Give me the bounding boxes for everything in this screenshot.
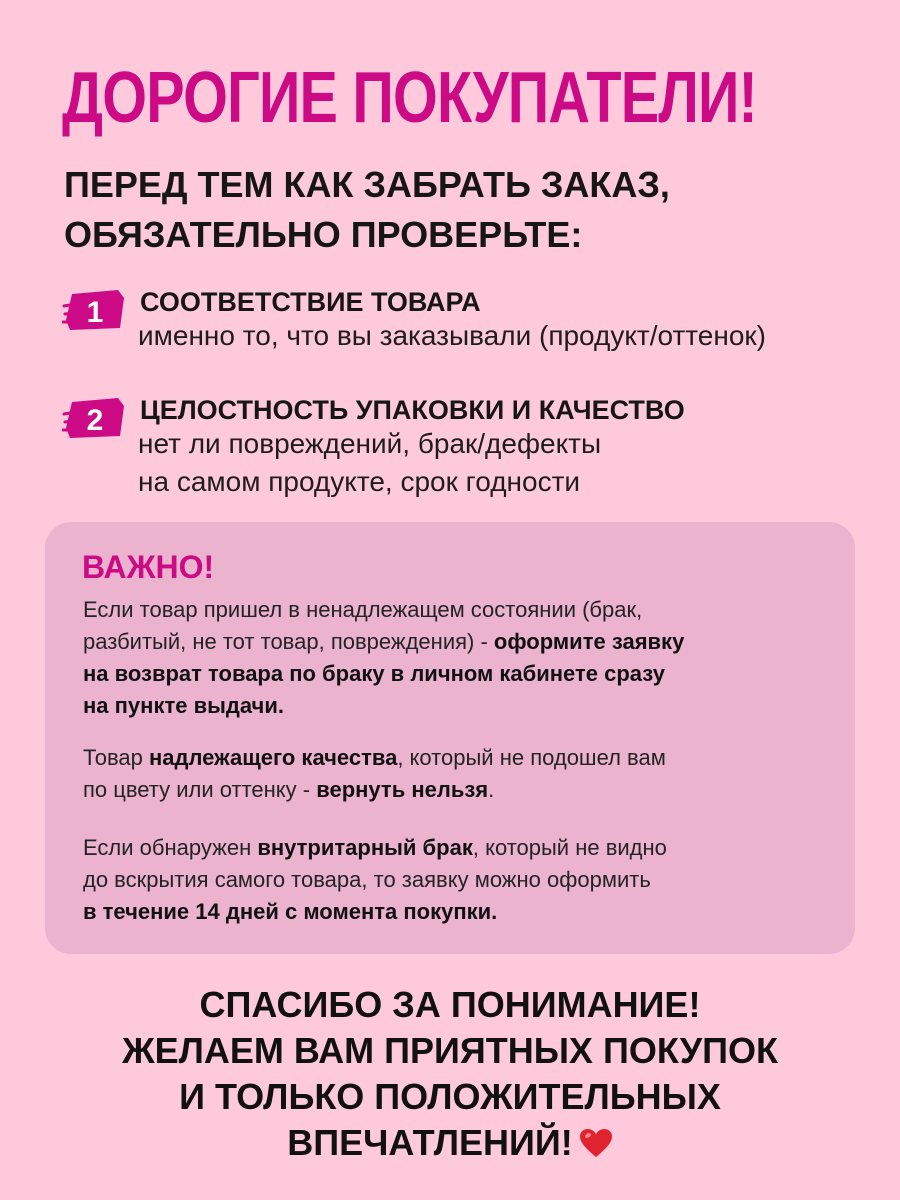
page-title: ДОРОГИЕ ПОКУПАТЕЛИ!	[62, 58, 757, 138]
bold-span: надлежащего качества	[148, 745, 398, 770]
checklist-heading: ЦЕЛОСТНОСТЬ УПАКОВКИ И КАЧЕСТВО	[140, 395, 685, 425]
badge-number: 2	[86, 404, 104, 437]
footer-text: ВПЕЧАТЛЕНИЙ!	[287, 1122, 573, 1163]
paragraph-line	[83, 690, 843, 722]
footer-line: ЖЕЛАЕМ ВАМ ПРИЯТНЫХ ПОКУПОК	[122, 1030, 778, 1071]
paragraph-line	[83, 742, 843, 774]
footer-line	[0, 1120, 900, 1166]
paragraph-line: Если товар пришел в ненадлежащем состоянии (брак,	[83, 597, 643, 622]
important-paragraph	[83, 742, 843, 806]
checklist-line: именно то, что вы заказывали (продукт/оттенок)	[138, 320, 766, 351]
text-span: разбитый, не тот товар, повреждения) -	[83, 629, 494, 654]
text-span: , который не подошел вам	[397, 745, 666, 770]
text-span: по цвету или оттенку -	[83, 777, 317, 802]
paragraph-line	[83, 832, 843, 864]
bold-span: в течение 14 дней с момента покупки.	[83, 899, 498, 924]
subtitle	[64, 160, 670, 260]
important-paragraph	[83, 594, 843, 722]
checklist-text	[138, 317, 766, 355]
heart-icon	[579, 1128, 613, 1158]
footer-line: И ТОЛЬКО ПОЛОЖИТЕЛЬНЫХ	[179, 1076, 721, 1117]
footer-message	[0, 982, 900, 1166]
paragraph-line	[83, 626, 843, 658]
paragraph-line	[83, 658, 843, 690]
number-badge-icon	[62, 288, 128, 332]
paragraph-line	[83, 896, 843, 928]
subtitle-line: ПЕРЕД ТЕМ КАК ЗАБРАТЬ ЗАКАЗ,	[64, 164, 670, 205]
bold-span: внутритарный брак	[257, 835, 473, 860]
bold-span: вернуть нельзя	[316, 777, 489, 802]
paragraph-line: до вскрытия самого товара, то заявку можно оформить	[83, 867, 651, 892]
bold-span: на пункте выдачи.	[83, 693, 284, 718]
checklist-heading: СООТВЕТСТВИЕ ТОВАРА	[140, 287, 481, 317]
paragraph-line	[83, 774, 843, 806]
text-span: , который не видно	[472, 835, 667, 860]
important-title: ВАЖНО!	[82, 549, 215, 585]
important-paragraph	[83, 832, 843, 928]
badge-number: 1	[86, 296, 104, 329]
checklist-line: на самом продукте, срок годности	[138, 466, 581, 497]
number-badge-icon	[62, 396, 128, 440]
subtitle-line: ОБЯЗАТЕЛЬНО ПРОВЕРЬТЕ:	[64, 214, 583, 255]
text-span: Товар	[83, 745, 149, 770]
bold-span: на возврат товара по браку в личном кабинете сразу	[83, 661, 665, 686]
text-span: .	[488, 777, 495, 802]
checklist-line: нет ли повреждений, брак/дефекты	[138, 428, 602, 459]
checklist-text	[138, 425, 601, 501]
important-panel	[45, 522, 855, 954]
text-span: Если обнаружен	[83, 835, 258, 860]
footer-line: СПАСИБО ЗА ПОНИМАНИЕ!	[199, 984, 701, 1025]
bold-span: оформите заявку	[493, 629, 685, 654]
